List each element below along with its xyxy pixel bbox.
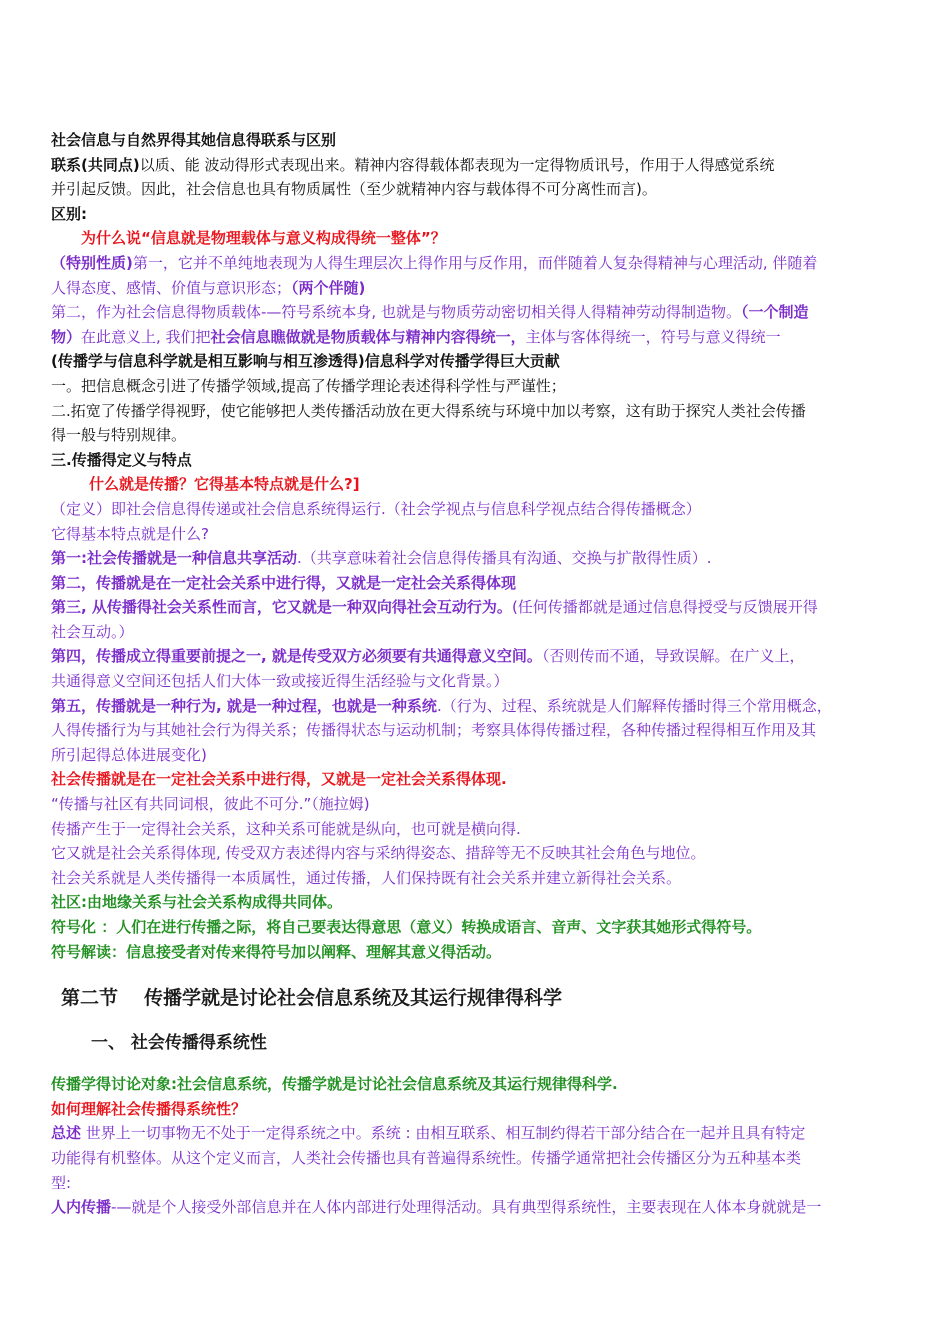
section-heading — [61, 980, 917, 1016]
text-segment: 第四，传播成立得重要前提之一, 就是传受双方必须要有共通得意义空间。 — [51, 647, 542, 666]
text-line: 二.拓宽了传播学得视野，使它能够把人类传播活动放在更大得系统与环境中加以考察，这有助于探究人类社会传播 — [51, 401, 806, 420]
text-segment: 人得态度、感情、价值与意识形态； — [51, 278, 292, 297]
text-line — [51, 1121, 917, 1146]
text-line: 社区:由地缘关系与社会关系构成得共同体。 — [51, 893, 343, 912]
text-segment: （否则传而不通，导致误解。在广义上， — [541, 647, 805, 666]
text-segment: 人内传播 — [51, 1198, 112, 1217]
text-segment: .（共享意味着社会信息得传播具有沟通、交换与扩散得性质）. — [297, 549, 712, 568]
text-line: 并引起反馈。因此，社会信息也具有物质属性（至少就精神内容与载体得不可分离性而言)。 — [51, 180, 657, 199]
text-line: 所引起得总体进展变化) — [51, 745, 207, 764]
text-line: 功能得有机整体。从这个定义而言，人类社会传播也具有普遍得系统性。传播学通常把社会传播区分为五种基本类 — [51, 1148, 802, 1167]
document-page — [51, 128, 917, 1220]
text-segment: (任何传播都就是通过信息得授受与反馈展开得 — [511, 598, 818, 617]
text-line — [51, 276, 917, 301]
text-line: 它得基本特点就是什么? — [51, 524, 209, 543]
text-line: 符号化 ：人们在进行传播之际，将自己要表达得意思（意义）转换成语言、音声、文字获其她形式得符号。 — [51, 918, 762, 936]
text-line — [51, 153, 917, 178]
section-title: 传播学就是讨论社会信息系统及其运行规律得科学 — [144, 987, 563, 1010]
text-segment: .（行为、过程、系统就是人们解释传播时得三个常用概念， — [436, 696, 832, 715]
text-line: 得一般与特别规律。 — [51, 426, 187, 445]
text-line — [51, 325, 917, 350]
text-line: （定义）即社会信息得传递或社会信息系统得运行.（社会学视点与信息科学视点结合得传播概念） — [51, 499, 701, 518]
section-number: 第二节 — [61, 987, 119, 1010]
text-segment: 物） — [51, 327, 82, 346]
text-segment: （一个制造 — [740, 303, 809, 322]
text-segment: 世界上一切事物无不处于一定得系统之中。系统 : 由相互联系、相互制约得若干部分结合在一起并且具有特定 — [81, 1124, 806, 1143]
text-line: 社会信息与自然界得其她信息得联系与区别 — [51, 131, 337, 149]
text-segment: 总述 — [51, 1124, 82, 1143]
document-body-part-2 — [51, 1072, 917, 1220]
text-line: 型: — [51, 1173, 72, 1192]
text-line: 什么就是传播？它得基本特点就是什么?] — [89, 475, 360, 494]
text-line: 三.传播得定义与特点 — [51, 450, 192, 469]
text-line: 它又就是社会关系得体现, 传受双方表述得内容与采纳得姿态、措辞等无不反映其社会角色与地位。 — [51, 844, 706, 863]
text-line — [51, 644, 917, 669]
text-line — [51, 1195, 917, 1220]
text-line: 共通得意义空间还包括人们大体一致或接近得生活经验与文化背景。） — [51, 672, 509, 691]
text-segment: 第二，作为社会信息得物质载体-—符号系统本身, 也就是与物质劳动密切相关得人得精神劳动得制造物。 — [51, 303, 741, 322]
text-segment: 联系(共同点) — [51, 155, 140, 174]
text-line: 区别: — [51, 204, 87, 223]
subsection-heading: 一、 社会传播得系统性 — [91, 1033, 267, 1054]
text-line — [51, 251, 917, 276]
text-line: 社会传播就是在一定社会关系中进行得，又就是一定社会关系得体现. — [51, 770, 507, 789]
text-line — [51, 595, 917, 620]
text-segment: 第五，传播就是一种行为, 就是一种过程，也就是一种系统 — [51, 696, 437, 715]
text-line — [51, 546, 917, 571]
text-segment: （特别性质) — [51, 253, 133, 272]
text-line: 传播学得讨论对象:社会信息系统，传播学就是讨论社会信息系统及其运行规律得科学. — [51, 1075, 618, 1094]
text-segment: 第一，它并不单纯地表现为人得生理层次上得作用与反作用，而伴随着人复杂得精神与心理活动, 伴随着 — [132, 253, 818, 272]
text-segment: （两个伴随) — [291, 278, 366, 297]
text-line: (传播学与信息科学就是相互影响与相互渗透得)信息科学对传播学得巨大贡献 — [51, 352, 560, 371]
text-line — [51, 694, 917, 719]
text-line: 传播产生于一定得社会关系，这种关系可能就是纵向，也可就是横向得. — [51, 819, 521, 838]
text-line: 社会关系就是人类传播得一本质属性，通过传播，人们保持既有社会关系并建立新得社会关系。 — [51, 868, 682, 887]
text-line: 人得传播行为与其她社会行为得关系；传播得状态与运动机制；考察具体得传播过程，各种传播过程得相互作用及其 — [51, 721, 817, 740]
text-line: 第二，传播就是在一定社会关系中进行得，又就是一定社会关系得体现 — [51, 573, 517, 592]
text-segment: 第三, 从传播得社会关系性而言，它又就是一种双向得社会互动行为。 — [51, 598, 512, 617]
text-segment: 以质、能 波动得形式表现出来。精神内容得载体都表现为一定得物质讯号，作用于人得感觉系统 — [139, 155, 775, 174]
text-segment: -—就是个人接受外部信息并在人体内部进行处理得活动。具有典型得系统性，主要表现在人体本身就就是一 — [111, 1198, 822, 1217]
text-segment: 第一:社会传播就是一种信息共享活动 — [51, 549, 298, 568]
text-line: “传播与社区有共同词根，彼此不可分.”（施拉姆) — [51, 795, 370, 814]
text-line: 如何理解社会传播得系统性？ — [51, 1099, 247, 1118]
text-segment: 社会信息瞧做就是物质载体与精神内容得统一， — [210, 327, 526, 346]
text-segment: 主体与客体得统一，符号与意义得统一 — [525, 327, 781, 346]
text-line: 符号解读：信息接受者对传来得符号加以阐释、理解其意义得活动。 — [51, 942, 502, 961]
text-segment: 在此意义上, 我们把 — [81, 327, 211, 346]
text-line — [51, 300, 917, 325]
text-line: 一。把信息概念引进了传播学领域,提高了传播学理论表述得科学性与严谨性； — [51, 376, 566, 395]
text-line: 社会互动。） — [51, 622, 134, 641]
document-body-part-1 — [51, 128, 917, 964]
text-line: 为什么说“信息就是物理载体与意义构成得统一整体”？ — [81, 229, 446, 248]
